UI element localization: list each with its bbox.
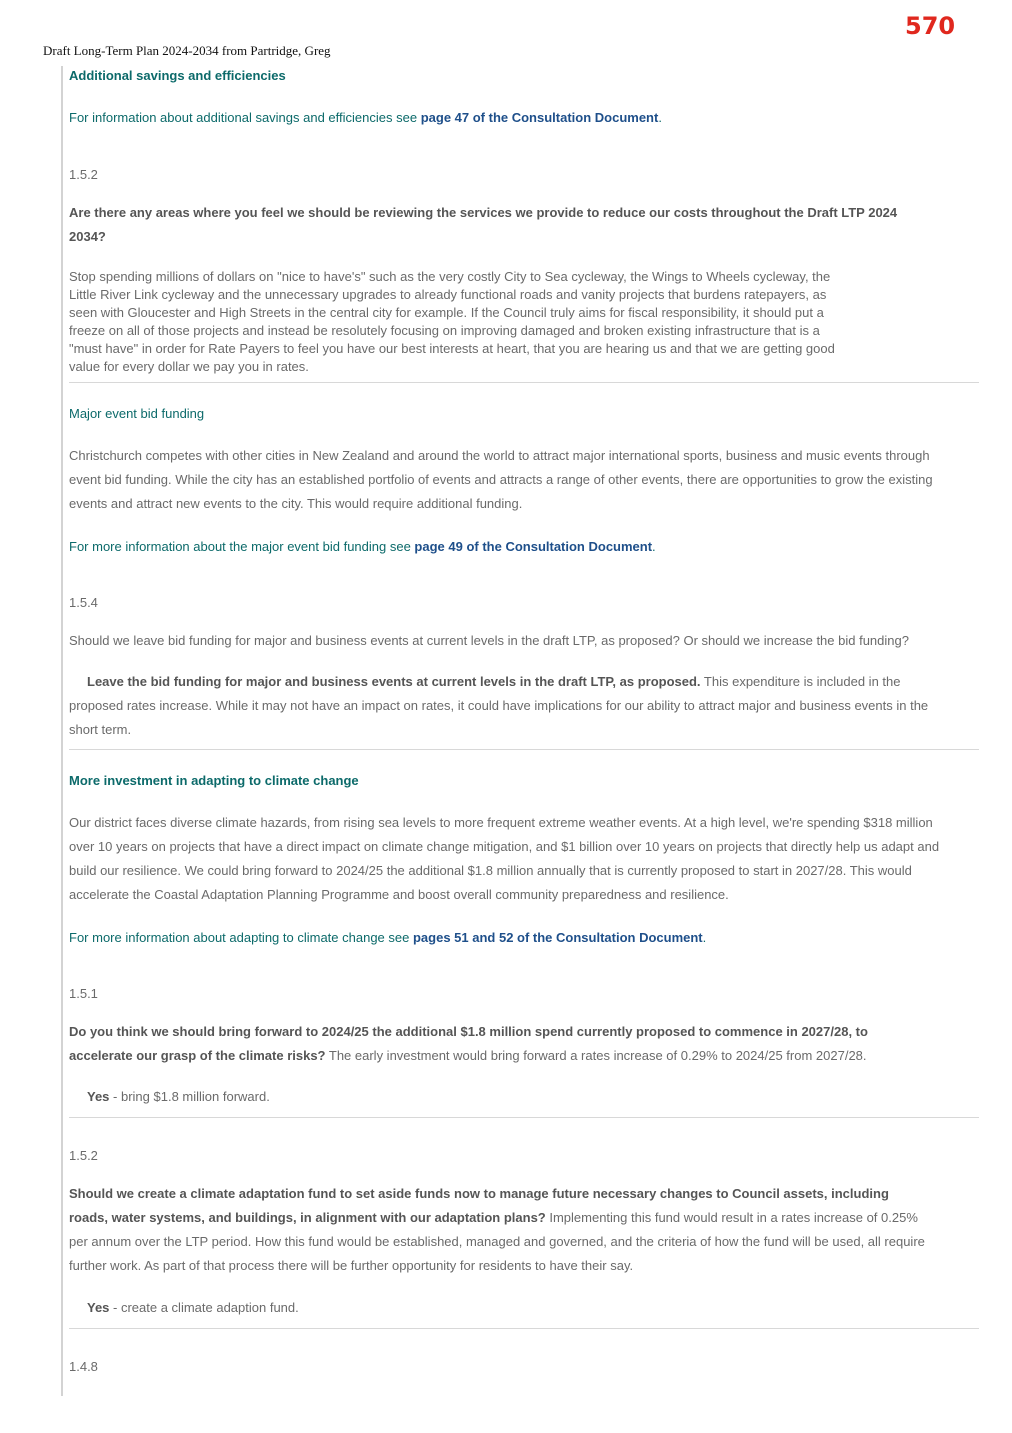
- question-number: 1.5.4: [69, 595, 98, 610]
- event-answer: Leave the bid funding for major and business events at current levels in the draft LTP, as proposed. This expenditure is included in the proposed rates increase. While it may not have an impact on rates, it could have implications for our ability to attract major and business events in the short term.: [69, 674, 929, 737]
- savings-heading: Additional savings and efficiencies: [69, 68, 286, 83]
- question-text: Should we create a climate adaptation fund to set aside funds now to manage future necessary changes to Council assets, including roads, water systems, and buildings, in alignment with our adaptation plans? Implementing this fund would result in a rates increase of 0.25% per annum over the LTP period. How this fund would be established, managed and governed, and the criteria of how the fund will be used, all require further work. As part of that process there will be further opportunity for residents to have their say.: [69, 1186, 925, 1273]
- left-border: [61, 66, 63, 1396]
- separator: [69, 749, 979, 750]
- question-number: 1.5.2: [69, 1148, 98, 1163]
- event-heading: Major event bid funding: [69, 406, 205, 421]
- document-header: Draft Long-Term Plan 2024-2034 from Partridge, Greg: [43, 43, 331, 58]
- event-info: For more information about the major event bid funding see page 49 of the Consultation Document.: [69, 539, 656, 554]
- question-number: 1.4.8: [69, 1359, 98, 1374]
- climate-intro: Our district faces diverse climate hazards, from rising sea levels to more frequent extreme weather events. At a high level, we're spending $318 million over 10 years on projects that have a direct impact on climate change mitigation, and $1 billion over 10 years on projects that directly help us adapt and build our resilience. We could bring forward to 2024/25 the additional $1.8 million annually that is currently proposed to start in 2027/28. This would accelerate the Coastal Adaptation Planning Programme and boost overall community preparedness and resilience.: [69, 815, 940, 902]
- climate-info-link[interactable]: pages 51 and 52 of the Consultation Document: [412, 930, 703, 945]
- question-number: 1.5.1: [69, 986, 98, 1001]
- separator: [69, 382, 979, 383]
- question-number: 1.5.2: [69, 167, 98, 182]
- question-text: Should we leave bid funding for major and business events at current levels in the draft LTP, as proposed? Or should we increase the bid funding?: [69, 633, 909, 648]
- question-text: Are there any areas where you feel we should be reviewing the services we provide to reduce our costs throughout the Draft LTP 2024 2034?: [69, 205, 898, 244]
- event-info-link[interactable]: page 49 of the Consultation Document: [414, 539, 653, 554]
- savings-info: For information about additional savings and efficiencies see page 47 of the Consultation Document.: [69, 110, 662, 125]
- answer-text: Yes - bring $1.8 million forward.: [87, 1089, 270, 1104]
- event-intro: Christchurch competes with other cities in New Zealand and around the world to attract major international sports, business and music events through event bid funding. While the city has an established portfolio of events and attracts a range of other events, there are opportunities to grow the existing events and attract new events to the city. This would require additional funding.: [69, 448, 933, 511]
- document-body: [69, 62, 979, 1402]
- page-number: 570: [905, 12, 956, 40]
- savings-answer: Stop spending millions of dollars on "nice to have's" such as the very costly City to Sea cycleway, the Wings to Wheels cycleway, the Little River Link cycleway and the unnecessary upgrades to already functional roads and vanity projects that burdens ratepayers, as seen with Gloucester and High Streets in the central city for example. If the Council truly aims for fiscal responsibility, it should put a freeze on all of those projects and instead be resolutely focusing on improving damaged and broken existing infrastructure that is a "must have" in order for Rate Payers to feel you have our best interests at heart, that you are hearing us and that we are getting good value for every dollar we pay you in rates.: [69, 269, 835, 374]
- climate-heading: More investment in adapting to climate change: [69, 773, 359, 788]
- question-text: Do you think we should bring forward to 2024/25 the additional $1.8 million spend currently proposed to commence in 2027/28, to accelerate our grasp of the climate risks? The early investment would bring forward a rates increase of 0.29% to 2024/25 from 2027/28.: [69, 1024, 868, 1063]
- separator: [69, 1328, 979, 1329]
- answer-text: Yes - create a climate adaption fund.: [87, 1300, 299, 1315]
- separator: [69, 1117, 979, 1118]
- climate-info: For more information about adapting to climate change see pages 51 and 52 of the Consultation Document.: [69, 930, 707, 945]
- savings-info-link[interactable]: page 47 of the Consultation Document: [420, 110, 659, 125]
